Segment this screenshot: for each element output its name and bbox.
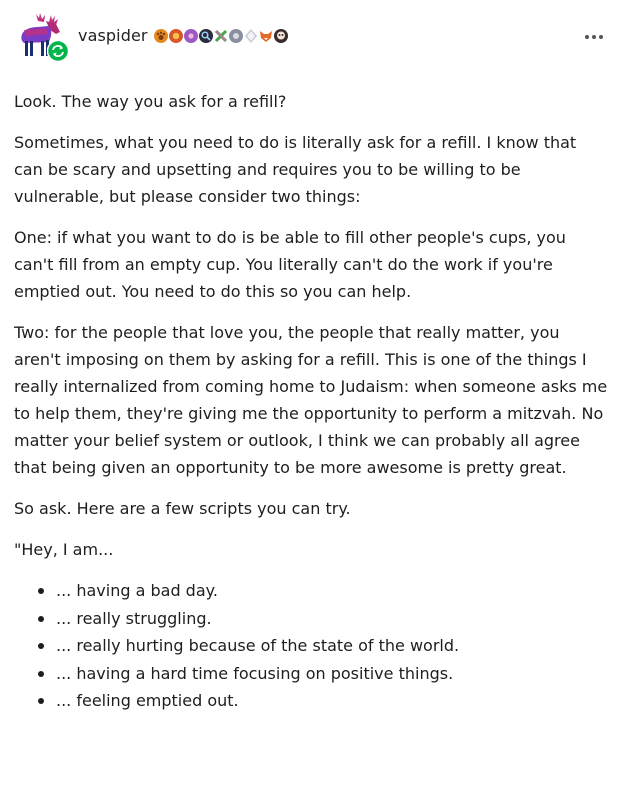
paragraph: "Hey, I am...	[14, 540, 114, 559]
fox-badge-icon	[258, 28, 274, 44]
sun-badge-icon	[168, 28, 184, 44]
post-body	[14, 88, 610, 715]
author-username[interactable]: vaspider	[78, 26, 148, 45]
more-options-icon[interactable]	[583, 27, 605, 37]
list-item: ... feeling emptied out.	[38, 687, 610, 715]
flower-badge-icon	[183, 28, 199, 44]
paragraph: Sometimes, what you need to do is literally ask for a refill. I know that can be scary and upsetting and requires you to be willing to be vulnerable, but please consider two things:	[14, 133, 577, 206]
post-header	[0, 0, 625, 70]
paragraph: Two: for the people that love you, the people that really matter, you aren't imposing on them by asking for a refill. This is one of the things I really internalized from coming home to Judaism: when someone asks me to help them, they're giving me the opportunity to perform a mitzvah. No matter your belief system or outlook, I think we can probably all agree that being given an opportunity to be more awesome is pretty great.	[14, 323, 608, 477]
paw-badge-icon	[153, 28, 169, 44]
x-badge-icon	[213, 28, 229, 44]
gear-badge-icon	[228, 28, 244, 44]
list-item: ... really hurting because of the state of the world.	[38, 632, 610, 660]
list-item: ... having a bad day.	[38, 577, 610, 605]
paragraph: So ask. Here are a few scripts you can try.	[14, 499, 351, 518]
diamond-badge-icon	[243, 28, 259, 44]
skull-badge-icon	[273, 28, 289, 44]
paragraph: One: if what you want to do is be able to fill other people's cups, you can't fill from an empty cup. You literally can't do the work if you're emptied out. You need to do this so you can help.	[14, 228, 566, 301]
list-item: ... having a hard time focusing on positive things.	[38, 660, 610, 688]
list-item: ... really struggling.	[38, 605, 610, 633]
script-list	[14, 577, 610, 715]
badge-row	[153, 27, 288, 45]
paragraph: Look. The way you ask for a refill?	[14, 92, 287, 111]
magnifier-badge-icon	[198, 28, 214, 44]
reblog-icon	[47, 40, 69, 62]
